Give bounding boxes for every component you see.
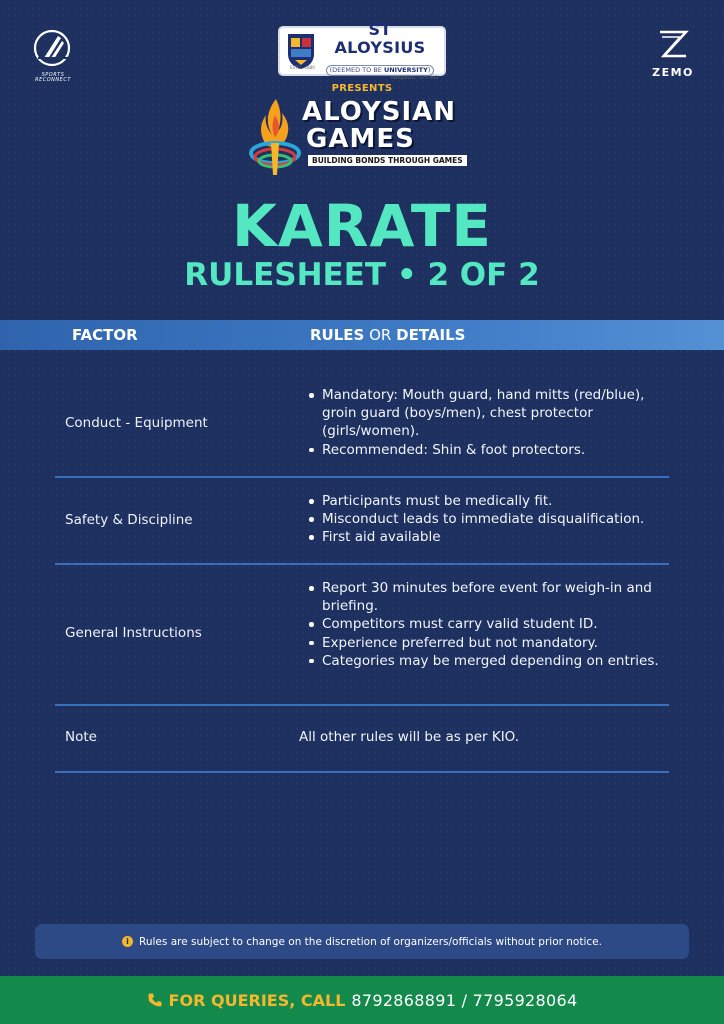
row-factor: Safety & Discipline xyxy=(65,512,193,528)
torch-flame-icon xyxy=(248,95,302,177)
row-rules-list xyxy=(306,386,666,459)
queries-label: FOR QUERIES, CALL xyxy=(168,990,346,1010)
list-item: First aid available xyxy=(306,528,666,546)
presents-label: PRESENTS xyxy=(331,83,393,94)
column-header-factor: FACTOR xyxy=(72,326,138,344)
row-rules-list xyxy=(306,579,666,670)
page-title: KARATE xyxy=(231,192,493,260)
row-divider xyxy=(55,563,669,565)
list-item: Mandatory: Mouth guard, hand mitts (red/blue), groin guard (boys/men), chest protector (girls/women). xyxy=(306,386,666,441)
disclaimer-text: Rules are subject to change on the discretion of organizers/officials without prior notice. xyxy=(139,935,602,948)
column-header-rules: RULES OR DETAILS xyxy=(310,326,466,344)
row-divider xyxy=(55,704,669,706)
list-item: Recommended: Shin & foot protectors. xyxy=(306,441,666,459)
phone-icon xyxy=(147,992,163,1008)
list-item: Experience preferred but not mandatory. xyxy=(306,634,666,652)
row-divider xyxy=(55,476,669,478)
row-factor: Conduct - Equipment xyxy=(65,415,208,431)
sports-reconnect-icon xyxy=(32,28,72,68)
university-established: ESTD - 1880 xyxy=(290,65,315,70)
page-subtitle: RULESHEET • 2 OF 2 xyxy=(184,257,540,293)
row-note-text: All other rules will be as per KIO. xyxy=(299,729,520,745)
disclaimer-notice xyxy=(35,924,689,959)
contact-numbers[interactable]: 8792868891 / 7795928064 xyxy=(351,990,578,1010)
row-factor: General Instructions xyxy=(65,625,202,641)
list-item: Report 30 minutes before event for weigh-in and briefing. xyxy=(306,579,666,615)
table-row xyxy=(55,492,669,552)
games-title: ALOYSIAN GAMES xyxy=(302,97,457,154)
sports-reconnect-caption: SPORTS RECONNECT xyxy=(35,72,71,83)
table-row xyxy=(55,729,669,751)
table-header xyxy=(0,320,724,350)
zemo-wordmark: ZEMO xyxy=(652,66,694,79)
list-item: Competitors must carry valid student ID. xyxy=(306,615,666,633)
university-badge xyxy=(278,19,446,81)
row-rules-list xyxy=(306,492,666,547)
university-deemed-label: (DEEMED TO BE UNIVERSITY) xyxy=(326,65,435,76)
sports-reconnect-logo xyxy=(26,28,80,83)
zemo-logo xyxy=(646,28,700,79)
table-row xyxy=(55,579,669,691)
games-tagline: BUILDING BONDS THROUGH GAMES xyxy=(308,155,467,166)
aloysian-games-logo xyxy=(248,95,464,177)
info-icon: i xyxy=(122,936,133,947)
university-name: ST ALOYSIUS xyxy=(334,19,426,57)
row-factor: Note xyxy=(65,729,97,745)
row-divider xyxy=(55,771,669,773)
table-row xyxy=(55,386,669,466)
university-place: Mangaluru - 575 003 xyxy=(390,75,438,81)
contact-footer xyxy=(0,976,724,1024)
list-item: Misconduct leads to immediate disqualification. xyxy=(306,510,666,528)
list-item: Categories may be merged depending on entries. xyxy=(306,652,666,670)
list-item: Participants must be medically fit. xyxy=(306,492,666,510)
zemo-icon xyxy=(654,28,692,62)
